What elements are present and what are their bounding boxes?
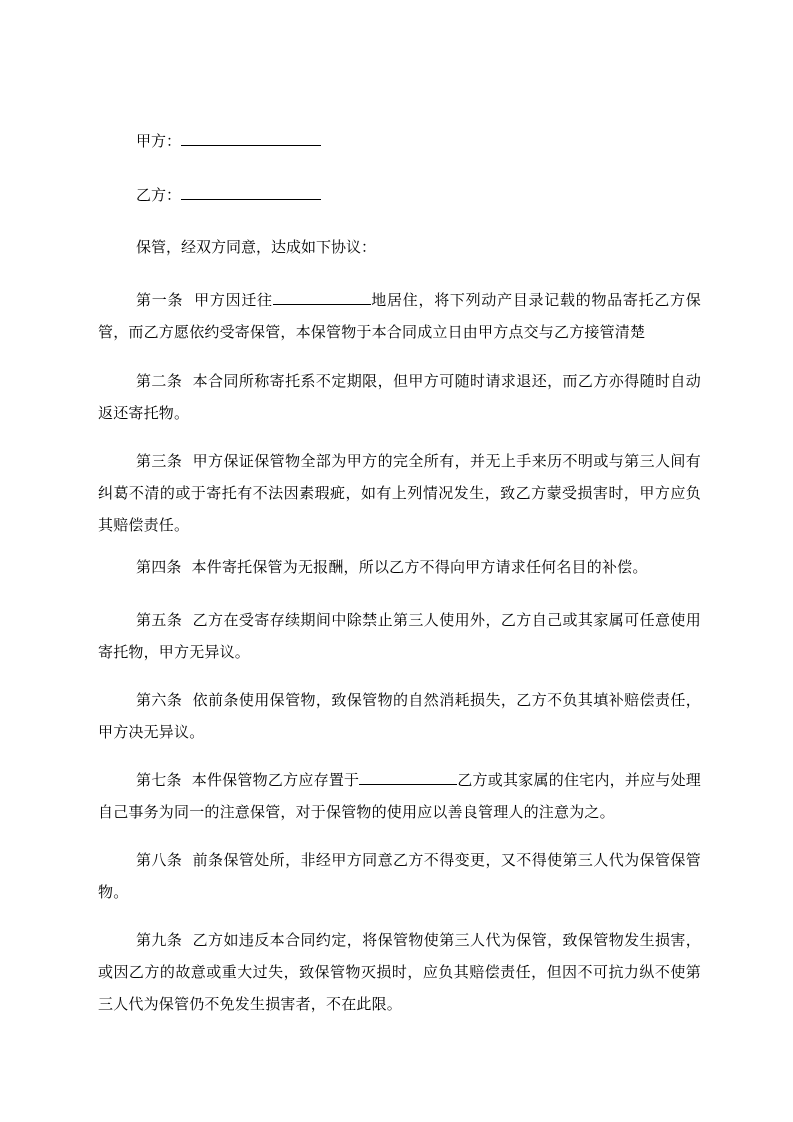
article-text-after-blank: 地居住，将下列动产目录记载的物品寄托乙方保管，而乙方愿依约受寄保管，本保管物于本合同成立日由甲方点交与乙方接管清楚 <box>98 291 701 341</box>
article-number: 第六条 <box>136 691 183 709</box>
article-8 <box>98 844 701 908</box>
article-7 <box>98 764 701 828</box>
article-text-before-blank: 本件保管物乙方应存置于 <box>191 771 360 789</box>
destination-blank[interactable] <box>273 290 371 305</box>
party-b-line <box>136 183 321 207</box>
article-number: 第八条 <box>136 851 183 869</box>
party-b-label: 乙方： <box>136 186 182 204</box>
party-b-blank[interactable] <box>181 185 321 200</box>
article-text: 甲方保证保管物全部为甲方的完全所有，并无上手来历不明或与第三人间有纠葛不清的或于寄托有不法因素瑕疵，如有上列情况发生，致乙方蒙受损害时，甲方应负其赔偿责任。 <box>98 452 702 534</box>
party-a-label: 甲方： <box>136 132 182 150</box>
intro-text: 保管，经双方同意，达成如下协议： <box>136 238 377 256</box>
article-number: 第九条 <box>136 931 183 949</box>
party-a-blank[interactable] <box>181 131 321 146</box>
article-text: 乙方如违反本合同约定，将保管物使第三人代为保管，致保管物发生损害，或因乙方的故意或重大过失，致保管物灭损时，应负其赔偿责任，但因不可抗力纵不使第三人代为保管仍不免发生损害者，不在此限。 <box>98 931 702 1013</box>
article-text: 依前条使用保管物，致保管物的自然消耗损失，乙方不负其填补赔偿责任，甲方决无异议。 <box>98 691 702 741</box>
article-text: 本合同所称寄托系不定期限，但甲方可随时请求退还，而乙方亦得随时自动返还寄托物。 <box>98 372 702 422</box>
article-6 <box>98 684 701 748</box>
article-number: 第二条 <box>136 372 183 390</box>
article-number: 第四条 <box>136 558 182 576</box>
article-1 <box>98 284 701 348</box>
article-9 <box>98 924 701 1020</box>
article-text-before-blank: 甲方因迁往 <box>194 291 273 309</box>
article-text: 前条保管处所，非经甲方同意乙方不得变更，又不得使第三人代为保管保管物。 <box>98 851 702 901</box>
party-a-line <box>136 129 321 153</box>
storage-location-blank[interactable] <box>359 770 457 785</box>
article-3 <box>98 445 701 541</box>
article-number: 第一条 <box>136 291 184 309</box>
article-text-after-blank: 乙方或其家属的住宅内，并应与处理自己事务为同一的注意保管，对于保管物的使用应以善良管理人的注意为之。 <box>98 771 702 821</box>
article-text: 本件寄托保管为无报酬，所以乙方不得向甲方请求任何名目的补偿。 <box>191 558 648 576</box>
article-number: 第三条 <box>136 452 183 470</box>
article-4 <box>98 551 701 583</box>
article-number: 第七条 <box>136 771 182 789</box>
article-5 <box>98 604 701 668</box>
article-2 <box>98 365 701 429</box>
article-text: 乙方在受寄存续期间中除禁止第三人使用外，乙方自己或其家属可任意使用寄托物，甲方无异议。 <box>98 611 702 661</box>
article-number: 第五条 <box>136 611 183 629</box>
